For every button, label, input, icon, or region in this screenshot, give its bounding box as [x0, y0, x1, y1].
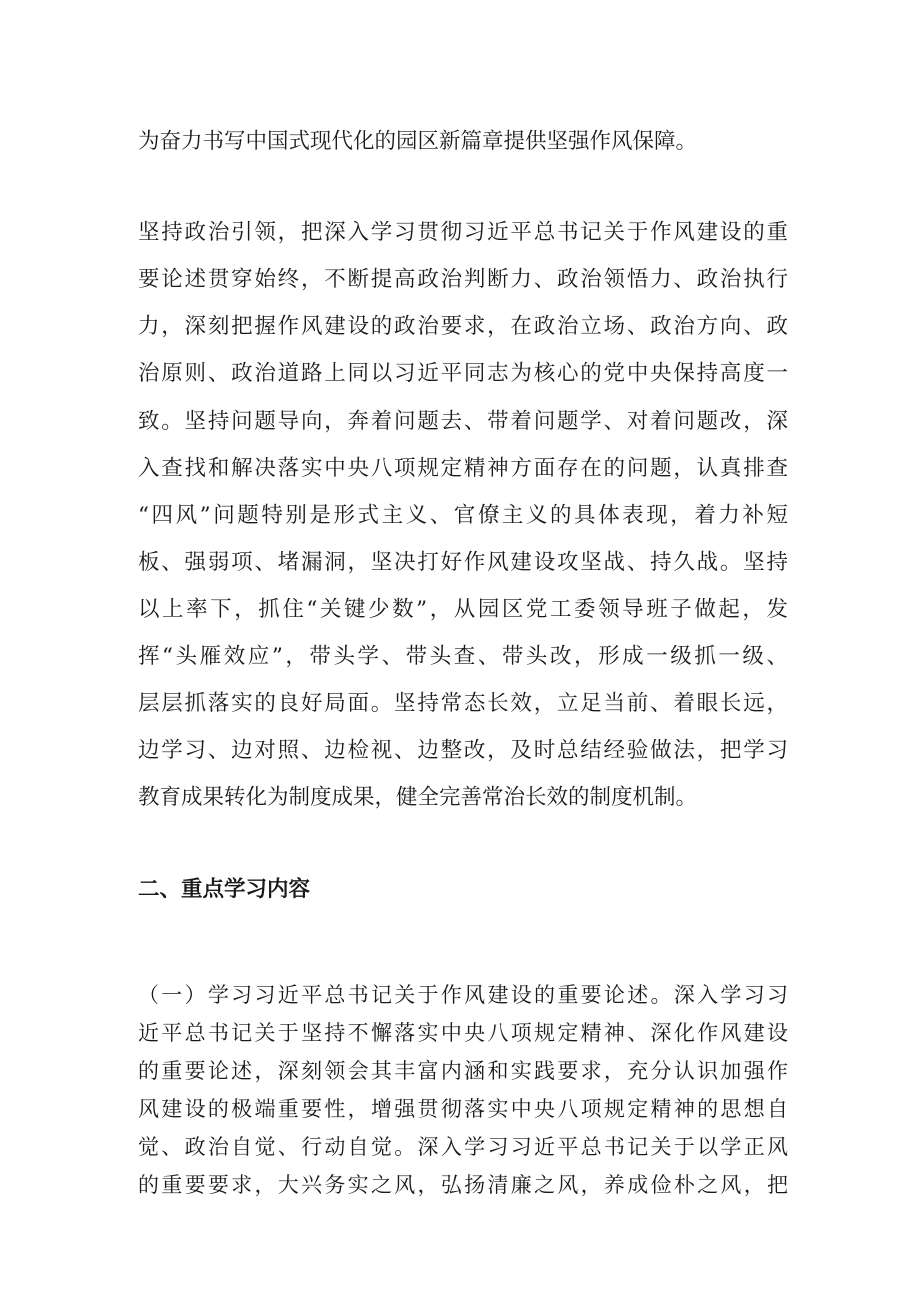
paragraph-line: （一）学习习近平总书记关于作风建设的重要论述。深入学习习 [138, 983, 788, 1007]
paragraph-line: 以上率下，抓住“关键少数”，从园区党工委领导班子做起，发 [138, 597, 788, 622]
paragraph-line: 近平总书记关于坚持不懈落实中央八项规定精神、深化作风建设 [138, 1021, 788, 1045]
paragraph-line: 要论述贯穿始终，不断提高政治判断力、政治领悟力、政治执行 [138, 267, 788, 292]
section-heading: 二、重点学习内容 [138, 877, 311, 902]
paragraph-line: 教育成果转化为制度成果，健全完善常治长效的制度机制。 [138, 785, 698, 810]
paragraph-line: 板、强弱项、堵漏洞，坚决打好作风建设攻坚战、持久战。坚持 [138, 550, 788, 575]
paragraph-line: 边学习、边对照、边检视、边整改，及时总结经验做法，把学习 [138, 738, 788, 763]
paragraph-line: 挥“头雁效应”，带头学、带头查、带头改，形成一级抓一级、 [138, 644, 788, 669]
paragraph-line: “四风”问题特别是形式主义、官僚主义的具体表现，着力补短 [138, 503, 788, 528]
paragraph-line: 为奋力书写中国式现代化的园区新篇章提供坚强作风保障。 [138, 129, 698, 154]
paragraph-line: 治原则、政治道路上同以习近平同志为核心的党中央保持高度一 [138, 361, 788, 386]
paragraph-line: 坚持政治引领，把深入学习贯彻习近平总书记关于作风建设的重 [138, 220, 788, 245]
paragraph-line: 风建设的极端重要性，增强贯彻落实中央八项规定精神的思想自 [138, 1097, 788, 1121]
paragraph-line: 致。坚持问题导向，奔着问题去、带着问题学、对着问题改，深 [138, 409, 788, 434]
paragraph-line: 觉、政治自觉、行动自觉。深入学习习近平总书记关于以学正风 [138, 1135, 788, 1159]
paragraph-line: 入查找和解决落实中央八项规定精神方面存在的问题，认真排查 [138, 456, 788, 481]
paragraph-line: 层层抓落实的良好局面。坚持常态长效，立足当前、着眼长远， [138, 691, 788, 716]
paragraph-line: 的重要要求，大兴务实之风，弘扬清廉之风，养成俭朴之风，把 [138, 1173, 788, 1197]
paragraph-line: 的重要论述，深刻领会其丰富内涵和实践要求，充分认识加强作 [138, 1059, 788, 1083]
paragraph-line: 力，深刻把握作风建设的政治要求，在政治立场、政治方向、政 [138, 314, 788, 339]
